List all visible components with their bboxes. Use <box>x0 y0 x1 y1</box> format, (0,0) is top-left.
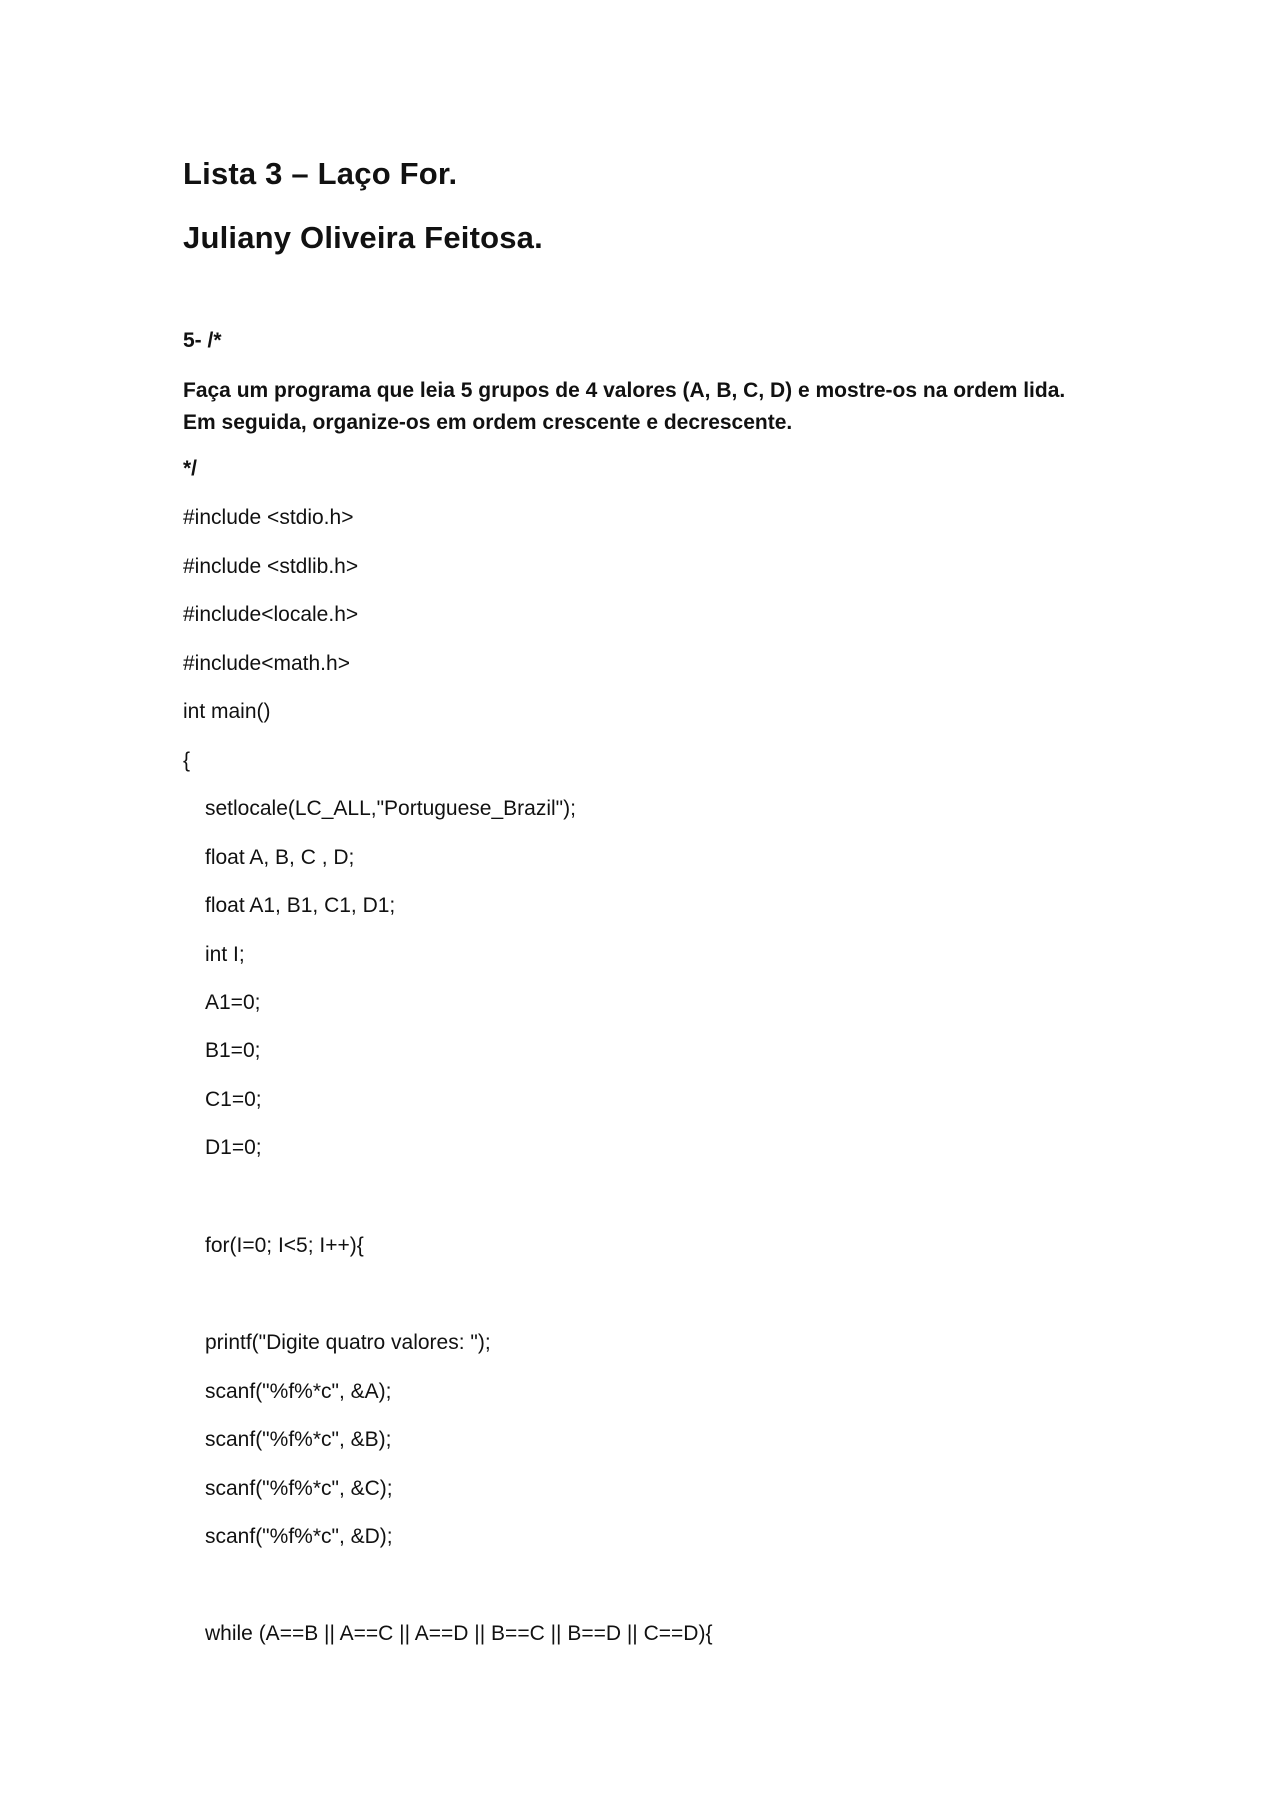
code-line: setlocale(LC_ALL,"Portuguese_Brazil"); <box>205 797 576 820</box>
code-line: B1=0; <box>205 1039 261 1062</box>
code-line: A1=0; <box>205 991 261 1014</box>
comment-end: */ <box>183 457 198 480</box>
code-line: printf("Digite quatro valores: "); <box>205 1331 491 1354</box>
code-line: #include <stdio.h> <box>183 506 354 529</box>
code-line: scanf("%f%*c", &D); <box>205 1525 393 1548</box>
document-title: Lista 3 – Laço For. <box>183 156 458 191</box>
code-line: int main() <box>183 700 271 723</box>
code-line: #include<locale.h> <box>183 603 359 626</box>
code-line: scanf("%f%*c", &C); <box>205 1477 393 1500</box>
code-line: for(I=0; I<5; I++){ <box>205 1234 364 1257</box>
code-line: #include<math.h> <box>183 652 350 675</box>
code-line: scanf("%f%*c", &B); <box>205 1428 392 1451</box>
code-line: #include <stdlib.h> <box>183 555 359 578</box>
code-line: C1=0; <box>205 1088 262 1111</box>
exercise-number: 5- /* <box>183 329 222 352</box>
code-line: { <box>183 749 191 772</box>
code-line: D1=0; <box>205 1136 262 1159</box>
author-name: Juliany Oliveira Feitosa. <box>183 220 543 255</box>
exercise-statement: Faça um programa que leia 5 grupos de 4 valores (A, B, C, D) e mostre-os na ordem lida. Em seguida, organize-os em ordem crescente e decrescente. <box>183 379 1066 434</box>
code-line: while (A==B || A==C || A==D || B==C || B==D || C==D){ <box>205 1622 713 1645</box>
code-line: float A1, B1, C1, D1; <box>205 894 396 917</box>
code-line: int I; <box>205 943 245 966</box>
code-line: float A, B, C , D; <box>205 846 355 869</box>
code-line: scanf("%f%*c", &A); <box>205 1380 392 1403</box>
